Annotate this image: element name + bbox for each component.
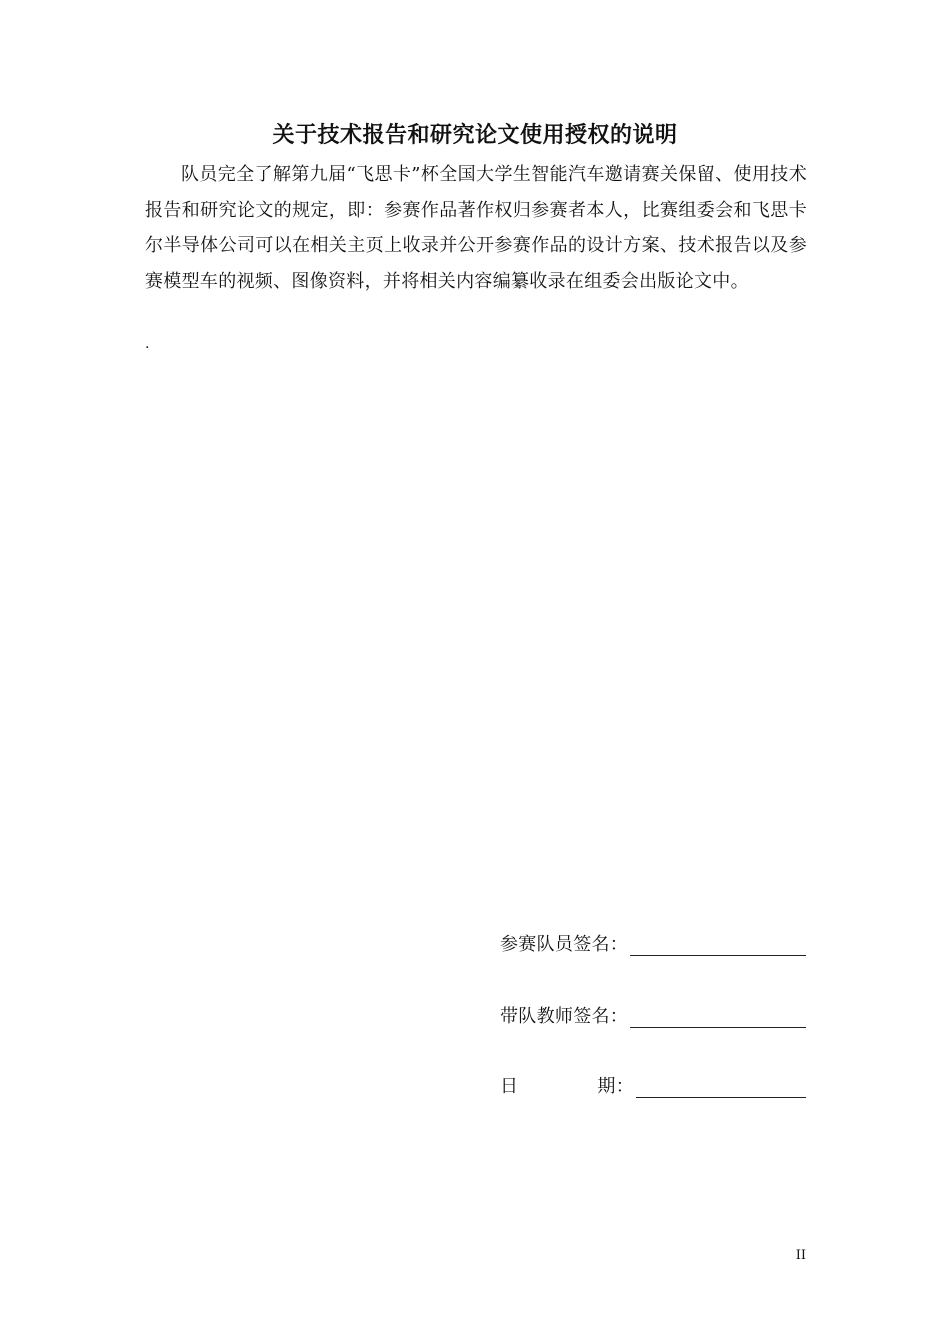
team-member-signature-line[interactable] bbox=[630, 933, 806, 956]
stray-mark: . bbox=[145, 336, 150, 352]
advisor-signature-line[interactable] bbox=[630, 1005, 806, 1028]
date-row bbox=[500, 1070, 806, 1098]
document-title: 关于技术报告和研究论文使用授权的说明 bbox=[272, 122, 678, 148]
team-member-signature-row bbox=[500, 928, 806, 956]
date-label-left: 日 bbox=[500, 1076, 519, 1097]
date-line[interactable] bbox=[636, 1075, 806, 1098]
advisor-signature-label: 带队教师签名： bbox=[500, 1006, 629, 1027]
date-label bbox=[500, 1072, 634, 1098]
advisor-signature-row bbox=[500, 1000, 806, 1028]
team-member-signature-label: 参赛队员签名： bbox=[500, 934, 629, 955]
date-label-right: 期： bbox=[597, 1076, 634, 1097]
page-number: II bbox=[795, 1248, 806, 1263]
authorization-paragraph: 队员完全了解第九届“飞思卡”杯全国大学生智能汽车邀请赛关保留、使用技术报告和研究论文的规定，即：参赛作品著作权归参赛者本人，比赛组委会和飞思卡尔半导体公司可以在相关主页上收录并公开参赛作品的设计方案、技术报告以及参赛模型车的视频、图像资料，并将相关内容编纂收录在组委会出版论文中。 bbox=[145, 164, 807, 292]
